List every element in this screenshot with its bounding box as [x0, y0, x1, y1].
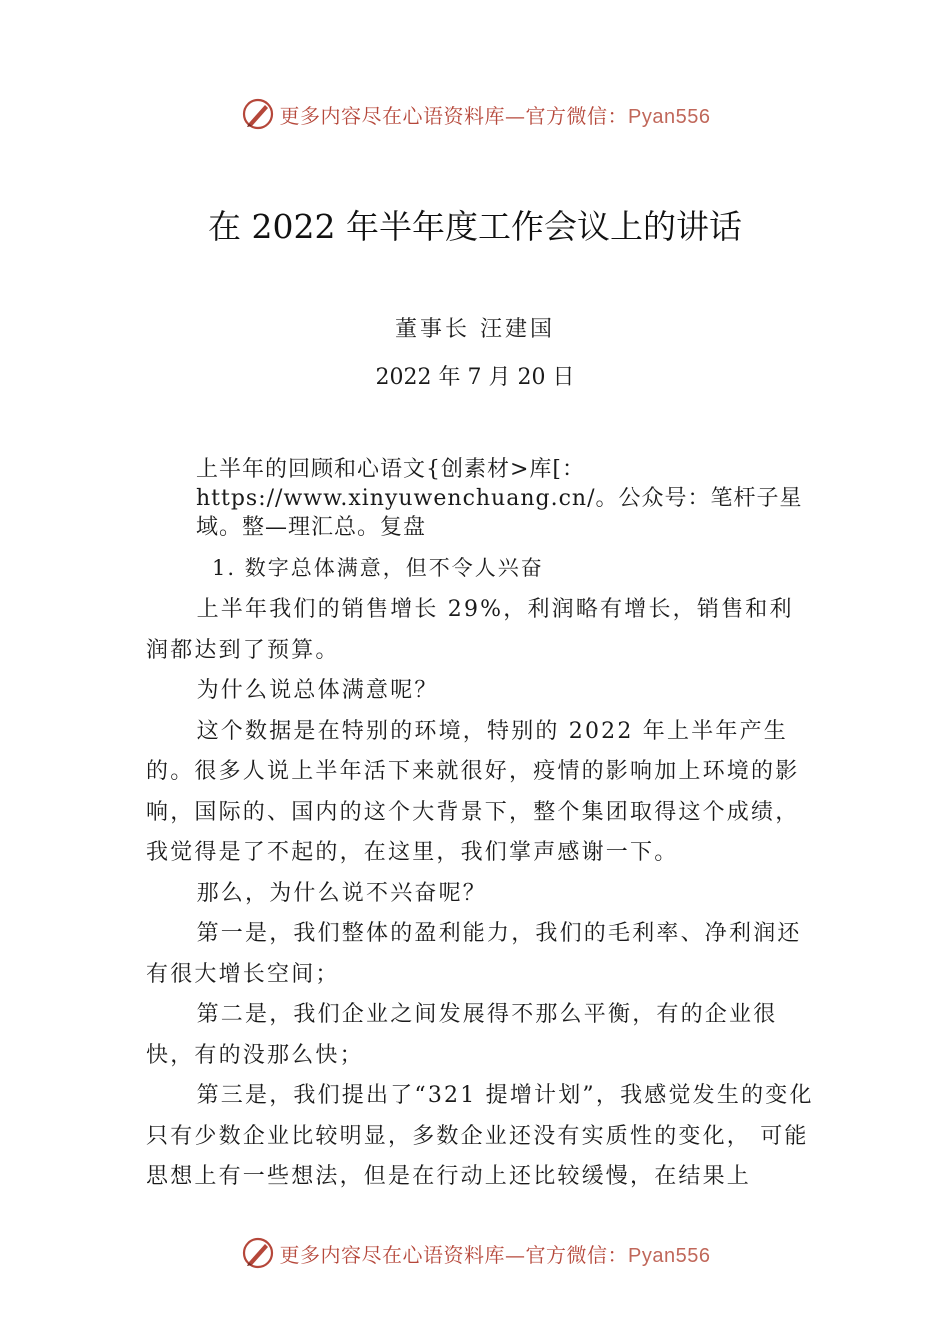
header-banner [0, 94, 950, 134]
author-line: 董事长 汪建国 [395, 317, 555, 342]
intro-paragraph: 上半年的回顾和心语文{创素材>库[：https://www.xinyuwenchuang.cn/。公众号：笔杆子星域。整—理汇总。复盘 [196, 457, 803, 540]
banner-text: 更多内容尽在心语资料库—官方微信：Pyan556 [279, 1242, 711, 1267]
wechat-id: Pyan556 [628, 105, 711, 128]
banner-text: 更多内容尽在心语资料库—官方微信：Pyan556 [279, 103, 711, 128]
wechat-id: Pyan556 [628, 1244, 711, 1267]
paragraph: 第一是，我们整体的盈利能力，我们的毛利率、净利润还有很大增长空间； [146, 921, 802, 987]
pen-logo-icon [240, 96, 276, 132]
paragraph: 为什么说总体满意呢？ [196, 678, 439, 703]
paragraph: 第三是，我们提出了“321 提增计划”，我感觉发生的变化只有少数企业比较明显，多数企业还没有实质性的变化， 可能思想上有一些想法，但是在行动上还比较缓慢，在结果上 [146, 1083, 814, 1189]
paragraph: 那么，为什么说不兴奋呢？ [196, 880, 487, 906]
paragraph: 上半年我们的销售增长 29%，利润略有增长，销售和利润都达到了预算。 [146, 597, 794, 663]
footer-banner [0, 1233, 950, 1273]
page-title: 在 2022 年半年度工作会议上的讲话 [208, 207, 742, 246]
paragraph: 这个数据是在特别的环境，特别的 2022 年上半年产生的。很多人说上半年活下来就很好，疫情的影响加上环境的影响，国际的、国内的这个大背景下，整个集团取得这个成绩，我觉得是了不起的，在这里，我们掌声感谢一下。 [146, 718, 800, 865]
body-text [146, 590, 816, 1198]
section-heading: 1. 数字总体满意，但不令人兴奋 [212, 556, 544, 580]
date-line: 2022 年 7 月 20 日 [375, 365, 575, 390]
paragraph: 第二是，我们企业之间发展得不那么平衡，有的企业很快，有的没那么快； [146, 1002, 778, 1068]
pen-logo-icon [240, 1235, 276, 1271]
